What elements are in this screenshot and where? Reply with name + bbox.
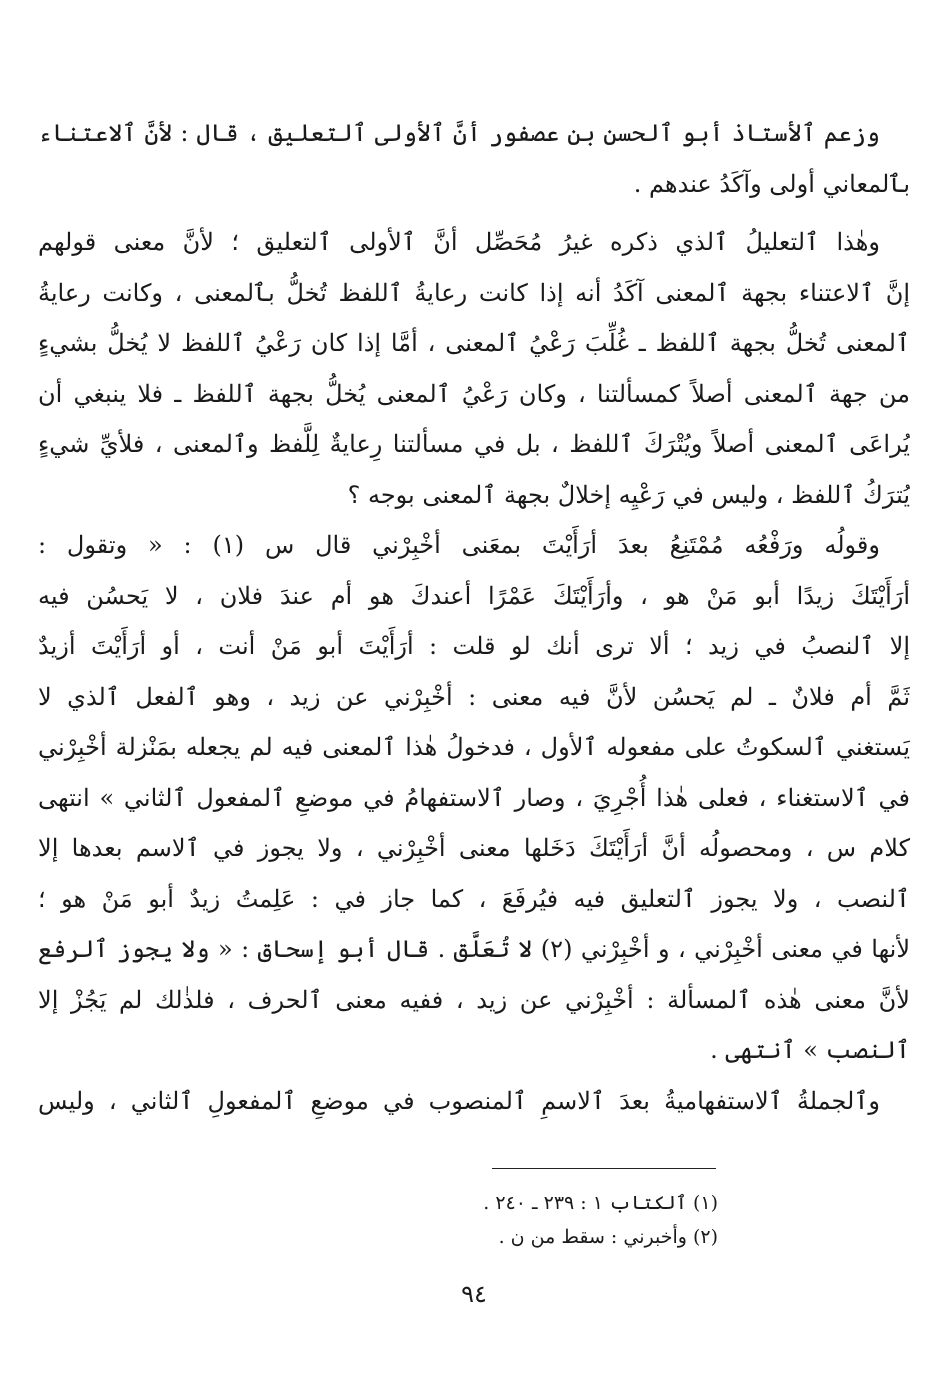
paragraph-1 — [38, 108, 910, 209]
text-line: ٱلمعنى تُخلُّ بجهة ٱللفظ ـ غُلِّبَ رَعْيُ ٱلمعنى ، أمَّا إذا كان رَعْيُ ٱللفظ لا يُخلُّ بشيءٍ — [38, 329, 910, 357]
text-line: ٱلنصب » ٱنتهى . — [710, 1036, 910, 1064]
footnote-2: (٢) وأخبرني : سقط من ن . — [498, 1226, 718, 1248]
text-line: وقولُه ورَفْعُه مُمْتَنِعُ بعدَ أرَأَيْتَ بمعَنى أخْبِرْني قال س (١) : « وتقول : — [38, 531, 880, 559]
text-line: ثَمَّ أم فلانٌ ـ لم يَحسُن لأنَّ فيه معنى : أخْبِرْني عن زيد ، وهو ٱلفعل ٱلذي لا — [38, 682, 910, 711]
text-line: وزعم ٱلأستاذ أبو ٱلحسن بن عصفور أنَّ ٱلأولى ٱلتعليق ، قال : لأنَّ ٱلاعتناء — [38, 119, 880, 147]
page-number: ٩٤ — [461, 1280, 487, 1308]
footnotes — [198, 1186, 718, 1254]
text-line: إلا ٱلنصبُ في زيد ؛ ألا ترى أنك لو قلت : أرَأَيْتَ أبو مَنْ أنت ، أو أرَأَيْتَ أزيدٌ — [38, 632, 910, 660]
paragraph-3 — [38, 520, 910, 1076]
text-line: ٱلنصب ، ولا يجوز ٱلتعليق فيه فيُرفَعَ ، كما جاز في : عَلِمتُ زيدٌ أبو مَنْ هو ؛ — [38, 884, 910, 913]
text-line: يُراعَى ٱلمعنى أصلاً ويُتْرَكَ ٱللفظ ، بل في مسألتنا رِعايةٌ لِلَّفظ وٱلمعنى ، فلأيِّ شيءٍ — [38, 430, 910, 458]
footnote-divider — [492, 1168, 716, 1169]
paragraph-4 — [38, 1076, 910, 1127]
footnote-1: (١) ٱلكتاب ١ : ٢٣٩ ـ ٢٤٠ . — [483, 1192, 718, 1214]
text-line: في ٱلاستغناء ، فعلى هٰذا أُجْرِيَ ، وصار ٱلاستفهامُ في موضعِ ٱلمفعول ٱلثاني » انتهى — [38, 783, 910, 812]
paragraph-2 — [38, 217, 910, 520]
text-line: من جهة ٱلمعنى أصلاً كمسألتنا ، وكان رَعْيُ ٱلمعنى يُخلُّ بجهة ٱللفظ ـ فلا ينبغي أن — [38, 379, 910, 408]
text-line: وٱلجملةُ ٱلاستفهاميةُ بعدَ ٱلاسمِ ٱلمنصوب في موضعِ ٱلمفعولِ ٱلثاني ، وليس — [38, 1086, 880, 1115]
text-line: أرَأَيْتَكَ زيدًا أبو مَنْ هو ، وأرَأَيْتَكَ عَمْرًا أعندكَ هو أم عندَ فلان ، لا يَحسُن فيه — [38, 581, 910, 610]
text-line: بٱلمعاني أولى وآكَدُ عندهم . — [633, 169, 910, 198]
page-body — [38, 108, 910, 1126]
text-line: لأنها في معنى أخْبِرْني ، و أخْبِرْني (٢) لا تُعَلَّق . قال أبو إسحاق : « ولا يجوز ٱلرفع — [38, 935, 910, 963]
text-line: إنَّ ٱلاعتناء بجهة ٱلمعنى آكَدُ أنه إذا كانت رعايةُ ٱللفظ تُخلُّ بٱلمعنى ، وكانت رعايةُ — [38, 278, 910, 307]
text-line: يُترَكُ ٱللفظ ، وليس في رَعْيِه إخلالٌ بجهة ٱلمعنى بوجه ؟ — [347, 480, 910, 509]
text-line: لأنَّ معنى هٰذه ٱلمسألة : أخْبِرْني عن زيد ، ففيه معنى ٱلحرف ، فلذٰلك لم يَجُزْ إلا — [38, 985, 910, 1014]
text-line: يَستغني ٱلسكوتُ على مفعوله ٱلأول ، فدخولُ هٰذا ٱلمعنى فيه لم يجعله بمَنْزلة أخْبِرْني — [38, 733, 910, 761]
text-line: كلام س ، ومحصولُه أنَّ أرَأَيْتَكَ دَخَلها معنى أخْبِرْني ، ولا يجوز في ٱلاسم بعدها إلا — [38, 834, 910, 862]
text-line: وهٰذا ٱلتعليلُ ٱلذي ذكره غيرُ مُحَصِّل أنَّ ٱلأولى ٱلتعليق ؛ لأنَّ معنى قولهم — [38, 228, 880, 256]
